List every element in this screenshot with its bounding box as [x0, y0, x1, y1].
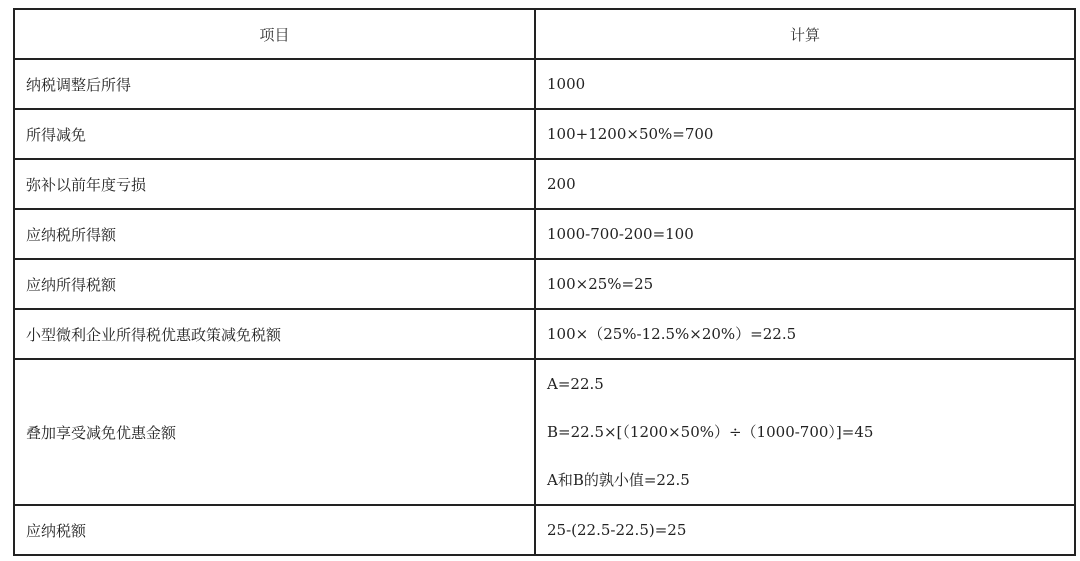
row-calc — [535, 309, 1075, 359]
calc-line: B=22.5×[（1200×50%）÷（1000-700）]=45 — [547, 423, 874, 441]
row-item: 所得减免 — [14, 109, 535, 159]
row-calc — [535, 505, 1075, 555]
row-calc — [535, 159, 1075, 209]
table-header-row — [14, 9, 1075, 59]
table-row — [14, 259, 1075, 309]
table-row — [14, 59, 1075, 109]
calc-line: 200 — [547, 175, 576, 193]
calc-line: 100×25%=25 — [547, 275, 654, 293]
row-calc — [535, 59, 1075, 109]
table-row — [14, 159, 1075, 209]
row-item: 应纳所得税额 — [14, 259, 535, 309]
row-item: 应纳税额 — [14, 505, 535, 555]
calc-line: A和B的孰小值=22.5 — [547, 471, 690, 489]
table-row — [14, 209, 1075, 259]
row-calc — [535, 109, 1075, 159]
row-calc — [535, 359, 1075, 505]
table-row — [14, 505, 1075, 555]
row-item: 小型微利企业所得税优惠政策减免税额 — [14, 309, 535, 359]
row-item: 弥补以前年度亏损 — [14, 159, 535, 209]
calc-line: 100×（25%-12.5%×20%）=22.5 — [547, 325, 797, 343]
calc-line: 25-(22.5-22.5)=25 — [547, 521, 687, 539]
tax-calculation-table — [13, 8, 1076, 556]
row-item: 应纳税所得额 — [14, 209, 535, 259]
row-calc — [535, 209, 1075, 259]
row-item: 叠加享受减免优惠金额 — [14, 359, 535, 505]
calc-line: 100+1200×50%=700 — [547, 125, 714, 143]
row-calc — [535, 259, 1075, 309]
calc-line: 1000-700-200=100 — [547, 225, 694, 243]
table-row — [14, 309, 1075, 359]
header-item: 项目 — [14, 9, 535, 59]
header-calc: 计算 — [535, 9, 1075, 59]
table-row — [14, 359, 1075, 505]
table-row — [14, 109, 1075, 159]
calc-line: 1000 — [547, 75, 586, 93]
calc-line: A=22.5 — [547, 375, 604, 393]
row-item: 纳税调整后所得 — [14, 59, 535, 109]
